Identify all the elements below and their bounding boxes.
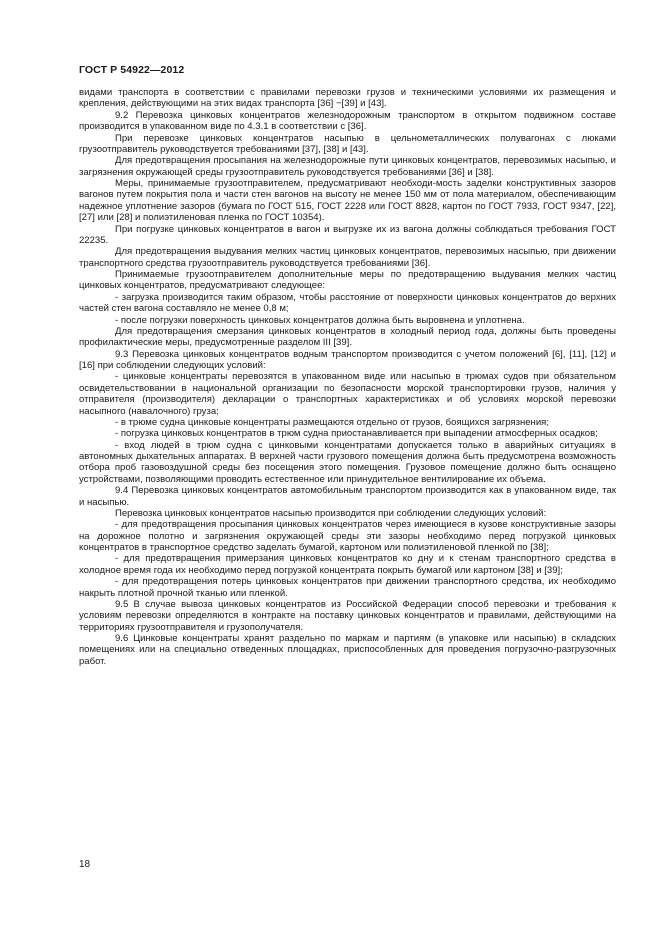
paragraph: При перевозке цинковых концентратов насыпью в цельнометаллических полувагонах с люками грузоотправитель руководствуется требованиями [37], [38] и [43]. bbox=[79, 132, 616, 155]
paragraph: - после погрузки поверхность цинковых концентратов должна быть выровнена и уплотнена. bbox=[115, 314, 525, 326]
paragraph: 9.4 Перевозка цинковых концентратов автомобильным транспортом производится как в упакованном виде, так и насыпью. bbox=[79, 485, 616, 508]
paragraph: - для предотвращения просыпания цинковых концентратов через имеющиеся в кузове конструктивные зазоры на дорожное полотно и загрязнения окружающей среды эти зазоры необходимо перед погрузкой цинковых концентратов в транспортное средство заделать бумагой, картоном или полиэтиленовой пленкой по [38]; bbox=[79, 519, 616, 553]
paragraph: Принимаемые грузоотправителем дополнительные меры по предотвращению выдувания мелких частиц цинковых концентратов, предусматривают следующее: bbox=[79, 269, 616, 292]
paragraph: - для предотвращения примерзания цинковых концентратов ко дну и к стенам транспортного средства в холодное время года их необходимо перед погрузкой концентрата покрыть бумагой или картоном [38] и [39]; bbox=[79, 553, 616, 576]
paragraph: При погрузке цинковых концентратов в вагон и выгрузке их из вагона должны соблюдаться требования ГОСТ 22235. bbox=[79, 223, 616, 246]
paragraph: 9.3 Перевозка цинковых концентратов водным транспортом производится с учетом положений [6], [11], [12] и [16] при соблюдении следующих условий: bbox=[79, 348, 616, 371]
paragraph: Перевозка цинковых концентратов насыпью производится при соблюдении следующих условий: bbox=[115, 507, 547, 519]
paragraph: - в трюме судна цинковые концентраты размещаются отдельно от грузов, боящихся загрязнения; bbox=[115, 416, 549, 428]
document-body bbox=[79, 87, 616, 667]
paragraph: - вход людей в трюм судна с цинковыми концентратами допускается только в аварийных ситуациях в автономных дыхательных аппаратах. В верхней части грузового помещения должна быть предусмотрена возможность отбора проб газовоздушной среды без посещения этого помещения. Грузовое помещение должно быть оснащено устройствами, позволяющими проводить естественное или принудительное вентилирование их объема. bbox=[79, 439, 616, 485]
paragraph: - загрузка производится таким образом, чтобы расстояние от поверхности цинковых концентратов до верхних частей стен вагона составляло не менее 0,8 м; bbox=[79, 291, 616, 315]
paragraph: Для предотвращения просыпания на железнодорожные пути цинковых концентратов, перевозимых насыпью, и загрязнения окружающей среды грузоотправитель руководствуется требованиями [36] и [38]. bbox=[79, 155, 616, 178]
paragraph: - цинковые концентраты перевозятся в упакованном виде или насыпью в трюмах судов при обязательном освидетельствовании в национальной организации по безопасности морской транспортировки грузов, наличия у отправителя (производителя) декларации о транспортных характеристиках и об условиях морской перевозки насыпного (навалочного) груза; bbox=[79, 371, 616, 417]
document-header: ГОСТ Р 54922—2012 bbox=[79, 64, 185, 76]
paragraph: 9.5 В случае вывоза цинковых концентратов из Российской Федерации способ перевозки и требования к условиям перевозки определяются в контракте на поставку цинковых концентратов и правилами, действующими на территориях грузоотправителя и грузополучателя. bbox=[79, 598, 616, 633]
paragraph: видами транспорта в соответствии с правилами перевозки грузов и техническими условиями их размещения и крепления, действующими на этих видах транспорта [36] −[39] и [43]. bbox=[79, 87, 616, 110]
paragraph: - погрузка цинковых концентратов в трюм судна приостанавливается при выпадении атмосферных осадков; bbox=[115, 428, 598, 440]
paragraph: Меры, принимаемые грузоотправителем, предусматривают необходи-мость заделки конструктивных зазоров вагонов путем покрытия пола и части стен вагонов на высоту не менее 150 мм от пола материалом, обеспечивающим надежное уплотнение зазоров (бумага по ГОСТ 515, ГОСТ 2228 или ГОСТ 8828, картон по ГОСТ 7933, ГОСТ 9347, [22], [27] или [28] и полиэтиленовая пленка по ГОСТ 10354). bbox=[79, 178, 616, 224]
paragraph: Для предотвращения выдувания мелких частиц цинковых концентратов, перевозимых насыпью, при движении транспортного средства грузоотправитель руководствуется требованиями [36]. bbox=[79, 246, 616, 269]
page-number: 18 bbox=[79, 859, 91, 870]
paragraph: 9.2 Перевозка цинковых концентратов железнодорожным транспортом в открытом подвижном составе производится в упакованном виде по 4.3.1 в соответствии с [36]. bbox=[79, 109, 616, 133]
paragraph: Для предотвращения смерзания цинковых концентратов в холодный период года, должны быть проведены профилактические меры, предусмотренные разделом III [39]. bbox=[79, 325, 616, 349]
paragraph: 9.6 Цинковые концентраты хранят раздельно по маркам и партиям (в упаковке или насыпью) в складских помещениях или на специально отведенных площадках, приспособленных для проведения погрузочно-разгрузочных работ. bbox=[79, 633, 616, 667]
paragraph: - для предотвращения потерь цинковых концентратов при движении транспортного средства, их необходимо накрыть плотной прочной тканью или пленкой. bbox=[79, 576, 616, 599]
